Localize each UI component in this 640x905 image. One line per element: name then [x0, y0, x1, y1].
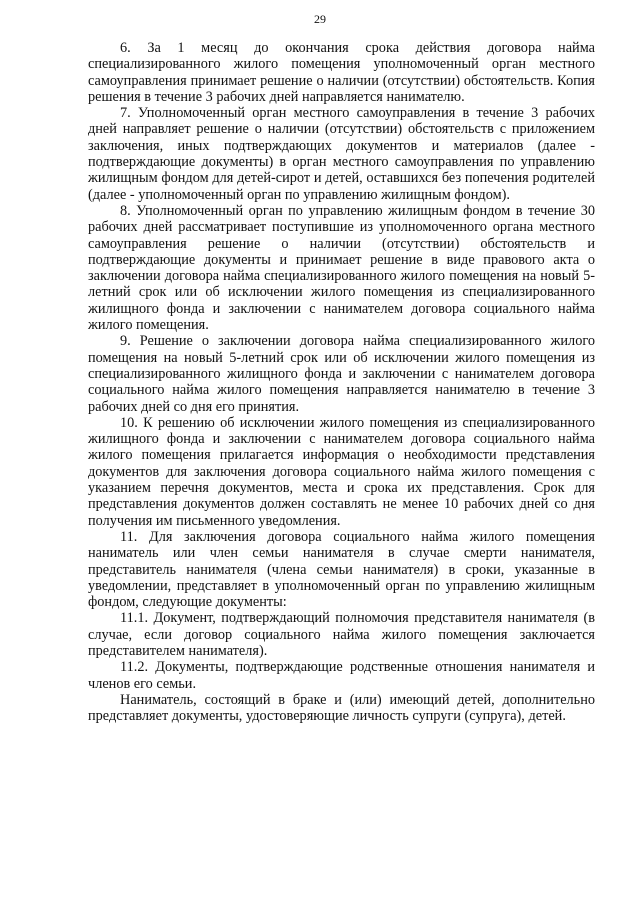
paragraph-spouse-documents: Наниматель, состоящий в браке и (или) имеющий детей, дополнительно представляет документы, удостоверяющие личность супруги (супруга), детей.	[88, 691, 595, 725]
paragraph-7: 7. Уполномоченный орган местного самоуправления в течение 3 рабочих дней направляет решение о наличии (отсутствии) обстоятельств с приложением заключения, иных подтверждающих документов и материалов (далее - подтверждающие документы) в орган местного самоуправления по управлению жилищным фондом для детей-сирот и детей, оставшихся без попечения родителей (далее - уполномоченный орган по управлению жилищным фондом).	[88, 105, 595, 203]
paragraph-11: 11. Для заключения договора социального найма жилого помещения наниматель или член семьи нанимателя в случае смерти нанимателя, представитель нанимателя (члена семьи нанимателя) в сроки, указанные в уведомлении, представляет в уполномоченный орган по управлению жилищным фондом, следующие документы:	[88, 528, 595, 611]
paragraph-10: 10. К решению об исключении жилого помещения из специализированного жилищного фонда и заключении с нанимателем договора социального найма жилого помещения прилагается информация о необходимости представления документов для заключения договора социального найма жилого помещения с указанием перечня документов, места и срока их представления. Срок для представления документов должен составлять не менее 10 рабочих дней со дня получения им письменного уведомления.	[88, 414, 595, 529]
paragraph-6: 6. За 1 месяц до окончания срока действия договора найма специализированного жилого помещения уполномоченный орган местного самоуправления принимает решение о наличии (отсутствии) обстоятельств. Копия решения в течение 3 рабочих дней направляется нанимателю.	[88, 40, 595, 105]
paragraph-11-1: 11.1. Документ, подтверждающий полномочия представителя нанимателя (в случае, если договор социального найма жилого помещения заключается представителем нанимателя).	[88, 610, 595, 659]
paragraph-8: 8. Уполномоченный орган по управлению жилищным фондом в течение 30 рабочих дней рассматривает поступившие из уполномоченного органа местного самоуправления решение о наличии (отсутствии) обстоятельств и подтверждающие документы и принимает решение в виде правового акта о заключении договора найма специализированного жилого помещения на новый 5-летний срок или об исключении жилого помещения из специализированного жилищного фонда и заключении с нанимателем договора социального найма жилого помещения.	[88, 202, 595, 334]
page-number: 29	[314, 12, 326, 26]
paragraph-11-2: 11.2. Документы, подтверждающие родственные отношения нанимателя и членов его семьи.	[88, 659, 595, 692]
document-body	[88, 40, 595, 724]
paragraph-9: 9. Решение о заключении договора найма специализированного жилого помещения на новый 5-летний срок или об исключении жилого помещения из специализированного жилищного фонда и заключении с нанимателем договора социального найма жилого помещения направляется нанимателю в течение 3 рабочих дней со дня его принятия.	[88, 333, 595, 415]
